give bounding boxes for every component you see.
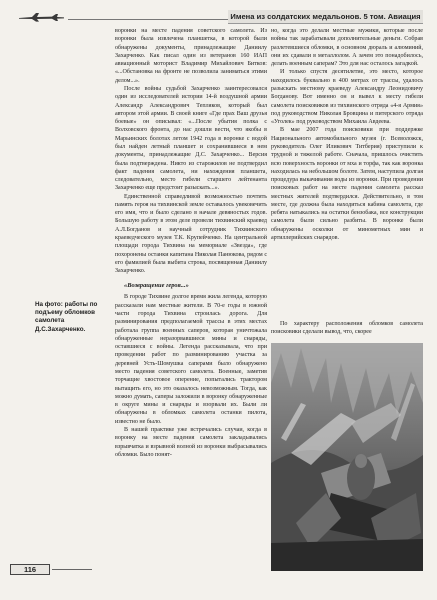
recovery-photo <box>271 343 423 571</box>
airplane-silhouette-icon <box>18 12 66 22</box>
photo-caption: На фото: работы по подъему обломков самолета Д.С.Захарченко. <box>35 301 98 333</box>
paragraph: воронки на месте падения советского самолета. Из воронки была извлечена планшетка, в которой были обнаружены документы, принадлежащие Даниилу Захарченко. Как писал один из ветеранов 160 ИАП авиационный моторист Владимир Михайлович Битков: «...Обстановка на фронте не позволила заниматься этими делом...». <box>115 28 267 84</box>
page-number-rule <box>52 569 92 570</box>
paragraph: И только спустя десятилетие, это место, которое находилось буквально в 400 метрах от трассы, удалось разыскать местному краеведу Александру Леонидовичу Богданову. Вот именно он и вывел к месту гибели самолета поисковиков из тихвинского отряда «4-я Армия» под руководством Николая Бровцина и питерского отряда «Уголек» под руководством Михаила Авдеева. <box>271 69 423 126</box>
article-column-left <box>115 27 267 580</box>
paragraph: В городе Тихвине долгое время жила легенда, которую рассказали нам местные жители. В 70-е годы в южной части города Тихвина строилась дорога. Для разминирования предполагаемой трассы в этих местах работала группа военных саперов, которая уничтожала обнаруженные неразорвавшиеся мины и снаряды, оставшиеся с войны. Легенда рассказывала, что при проведении работ по разминированию участка за деревней Усть-Шомушка саперами было обнаружено место падения советского самолета. Военные, заметив торчащие хвостовое оперение, попытались трактором вытащить его, но это оказалось невозможным. Тогда, как можно думать, саперы заложили в воронку обнаруженные в округе мины и снаряды и взорвали их. Были ли обнаружены в обломках самолета останки пилота, известно не было. <box>115 294 267 425</box>
running-header-title: Имена из солдатских медальонов. 5 том. Авиация <box>228 10 423 24</box>
photo-illustration <box>271 343 423 571</box>
paragraph: По характеру расположения обломков самолета поисковики сделали вывод, что, скорее <box>271 321 423 336</box>
paragraph: В нашей практике уже встречались случаи, когда в воронку на месте падения самолета закладывались взрывчатка и взрывной волной из воронки выбрасывались обломки. Было понят- <box>115 426 267 458</box>
paragraph: но, когда это делали местные мужики, которые после войны так зарабатывали дополнительные деньги. Собрав разлетевшиеся обломки, в основном дюраль и алюминий, они их сдавали в металлолом. А зачем это понадобилось, делать военным саперам? Это для нас осталось загадкой. <box>271 28 423 68</box>
article-column-right-tail <box>271 320 423 344</box>
paragraph: Единственной справедливой возможностью почтить память героя на тихвинской земле оставалось увековечить его имя, что и было сделано в начале девяностых годов. Большую работу в этом деле провели тихвинский краевед А.Л.Богданов и научный сотрудник Тихвинского краеведческого музея Т.К. Крупейченко. На центральной площади города Тихвина на мемориале «Звезда», где похоронены останки капитана Николая Панюкова, рядом с его фамилией была выбита строка, посвященная Даниилу Захарченко. <box>115 193 267 275</box>
section-heading: «Возвращение героя...» <box>124 282 189 290</box>
article-column-right <box>271 27 423 317</box>
header-rule <box>68 19 228 20</box>
paragraph: После войны судьбой Захарченко заинтересовался один из исследователей истории 14-й воздушной армии Александр Александрович Тепляков, который был автором этой армии. В своей книге «Где прах Ваш друзья боевые» он описывал: «...После убытия полка с Волховского фронта, до нас дошли вести, что якобы в Марьинских болотах летом 1942 года в воронке с водой был найден летный планшет и сохранившиеся в нем документы, принадлежащие Д.С. Захарченко... Версия была подтверждена. Никто из старожилов не подтвердил факт падения самолета, ни нахождения планшета, следовательно, место гибели старшего лейтенанта Захарченко еще предстоит разыскать...». <box>115 85 267 192</box>
page-number: 116 <box>10 564 50 575</box>
running-header <box>0 10 437 22</box>
paragraph: В мае 2007 года поисковики при поддержке Национального автомобильного музея (г. Всеволожск, руководитель Олег Иликович Титберия) приступили к трудной и тяжелой работе. Сначала, пришлось очистить всю поверхность воронки от мха и торфа, так как воронка находилась на небольшом болоте. Затем, наступила долгая процедура выкачивания воды из воронки. При проведении поисковых работ на месте падения самолета рассказ местных жителей подтвердился. Действительно, в том месте, где должна была находиться кабина самолета, где ребята натыкались на остатки бензобака, все конструкции самолета были сильно разбиты. В воронке были обнаружены осколки от минометных мин и артиллерийских снарядов. <box>271 127 423 242</box>
